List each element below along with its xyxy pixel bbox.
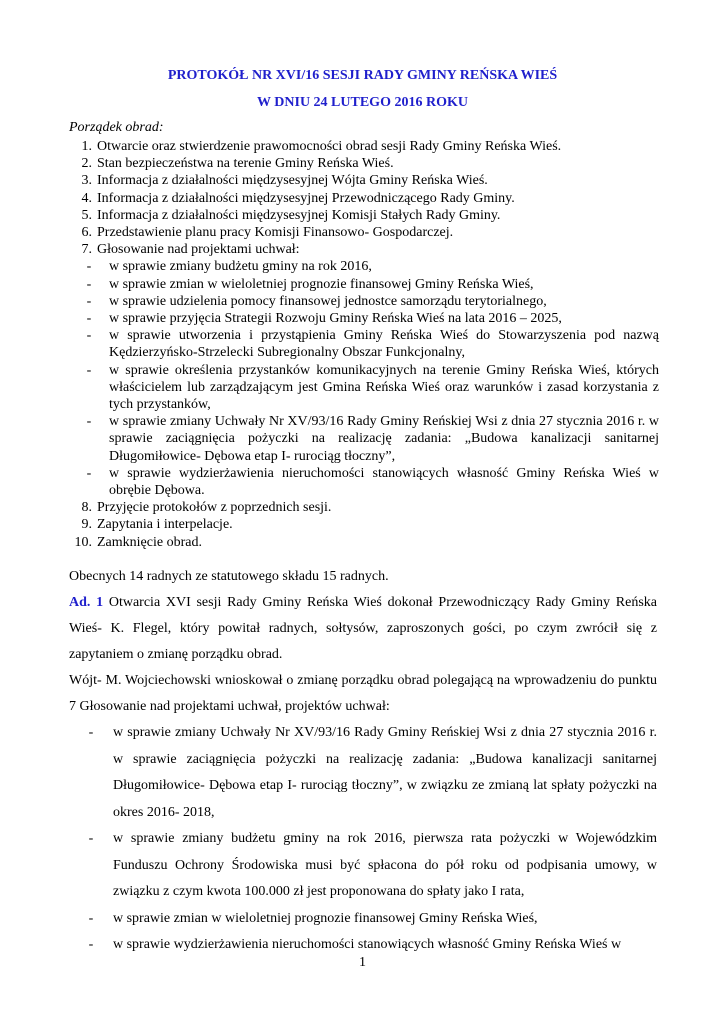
agenda-sub-item-text: w sprawie zmian w wieloletniej prognozie finansowej Gminy Reńska Wieś,	[109, 276, 534, 292]
agenda-item	[69, 241, 659, 258]
agenda-item-number: 7.	[81, 242, 92, 258]
agenda-sub-item	[69, 413, 659, 465]
agenda-item-number: 2.	[81, 156, 92, 172]
dash-bullet: -	[86, 414, 92, 430]
agenda-heading: Porządek obrad:	[69, 120, 164, 135]
proposal-list	[69, 720, 657, 959]
dash-bullet: -	[86, 259, 92, 275]
document-date: W DNIU 24 LUTEGO 2016 ROKU	[257, 95, 468, 110]
dash-bullet: -	[88, 725, 94, 740]
agenda-item-number: 8.	[81, 500, 92, 516]
page-number: 1	[359, 955, 366, 970]
agenda-sub-item-text: w sprawie udzielenia pomocy finansowej jednostce samorządu terytorialnego,	[109, 293, 547, 309]
agenda-sub-item	[69, 465, 659, 499]
agenda-item-number: 1.	[81, 139, 92, 154]
agenda-item-text: Stan bezpieczeństwa na terenie Gminy Reńska Wieś.	[97, 156, 394, 172]
agenda-sub-item-text: w sprawie określenia przystanków komunikacyjnych na terenie Gminy Reńska Wieś, których właścicielem lub zarządzającym jest Gmina Reńska Wieś oraz warunków i zasad korzystania z tych przystanków,	[109, 362, 659, 413]
ad1-text: Otwarcia XVI sesji Rady Gminy Reńska Wieś dokonał Przewodniczący Rady Gminy Reńska Wieś- K. Flegel, który powitał radnych, sołtysów, zaproszonych gości, po czym zwrócił się z zapytaniem o zmianę porządku obrad.	[69, 595, 657, 662]
agenda-item-number: 9.	[81, 517, 92, 533]
agenda-sub-item	[69, 362, 659, 414]
protocol-body	[69, 564, 657, 959]
dash-bullet: -	[88, 937, 94, 952]
agenda-list	[69, 138, 659, 551]
agenda-item-text: Przyjęcie protokołów z poprzednich sesji.	[97, 500, 332, 516]
attendance-paragraph: Obecnych 14 radnych ze statutowego składu 15 radnych.	[69, 569, 389, 584]
proposal-item	[69, 906, 657, 933]
dash-bullet: -	[88, 831, 94, 846]
proposal-item-text: w sprawie zmian w wieloletniej prognozie finansowej Gminy Reńska Wieś,	[113, 910, 538, 926]
agenda-item	[69, 172, 659, 189]
agenda-item-text: Otwarcie oraz stwierdzenie prawomocności obrad sesji Rady Gminy Reńska Wieś.	[97, 139, 562, 154]
wojt-paragraph: Wójt- M. Wojciechowski wnioskował o zmianę porządku obrad polegającą na wprowadzeniu do punktu 7 Głosowanie nad projektami uchwał, projektów uchwał:	[69, 673, 657, 714]
agenda-sub-item-text: w sprawie przyjęcia Strategii Rozwoju Gminy Reńska Wieś na lata 2016 – 2025,	[109, 311, 562, 327]
agenda-item	[69, 207, 659, 224]
agenda-item	[69, 138, 659, 155]
agenda-item-text: Informacja z działalności międzysesyjnej Przewodniczącego Rady Gminy.	[97, 190, 515, 206]
agenda-item-text: Informacja z działalności międzysesyjnej Wójta Gminy Reńska Wieś.	[97, 173, 488, 189]
agenda-sub-item	[69, 293, 659, 310]
dash-bullet: -	[86, 276, 92, 292]
agenda-item-number: 10.	[74, 534, 92, 550]
document-title: PROTOKÓŁ NR XVI/16 SESJI RADY GMINY REŃSKA WIEŚ	[167, 68, 558, 83]
proposal-item-text: w sprawie zmiany Uchwały Nr XV/93/16 Rady Gminy Reńskiej Wsi z dnia 27 stycznia 2016 r. w sprawie zaciągnięcia pożyczki na realizację zadania: „Budowa kanalizacji sanitarnej Długomiłowice- Dębowa etap I- rurociąg tłoczny”, w związku ze zmianą lat spłaty pożyczki na okres 2016- 2018,	[113, 725, 657, 820]
proposal-item	[69, 826, 657, 906]
dash-bullet: -	[86, 293, 92, 309]
agenda-sub-item-text: w sprawie zmiany budżetu gminy na rok 2016,	[109, 259, 372, 275]
agenda-item	[69, 224, 659, 241]
agenda-sub-item	[69, 327, 659, 361]
dash-bullet: -	[86, 311, 92, 327]
agenda-item	[69, 499, 659, 516]
agenda-sub-item-text: w sprawie utworzenia i przystąpienia Gminy Reńska Wieś do Stowarzyszenia pod nazwą Kędzierzyńsko-Strzelecki Subregionalny Obszar Funkcjonalny,	[109, 328, 659, 361]
agenda-item-text: Zapytania i interpelacje.	[97, 517, 233, 533]
agenda-sub-item	[69, 276, 659, 293]
dash-bullet: -	[86, 465, 92, 481]
agenda-item-text: Zamknięcie obrad.	[97, 534, 202, 550]
agenda-sub-item	[69, 310, 659, 327]
agenda-item-text: Głosowanie nad projektami uchwał:	[97, 242, 300, 258]
dash-bullet: -	[86, 362, 92, 378]
proposal-item	[69, 720, 657, 826]
ad1-label: Ad. 1	[69, 595, 104, 610]
agenda-item-number: 6.	[81, 225, 92, 241]
agenda-item	[69, 155, 659, 172]
agenda-item-number: 5.	[81, 207, 92, 223]
agenda-sub-item	[69, 258, 659, 275]
dash-bullet: -	[86, 328, 92, 344]
agenda-item	[69, 516, 659, 533]
agenda-item-text: Przedstawienie planu pracy Komisji Finansowo- Gospodarczej.	[97, 225, 454, 241]
agenda-item	[69, 534, 659, 551]
agenda-sub-item-text: w sprawie wydzierżawienia nieruchomości stanowiących własność Gminy Reńska Wieś w obrębie Dębowa.	[109, 465, 659, 499]
proposal-item-text: w sprawie wydzierżawienia nieruchomości stanowiących własność Gminy Reńska Wieś w	[113, 937, 622, 952]
agenda-item-number: 4.	[81, 190, 92, 206]
agenda-item-text: Informacja z działalności międzysesyjnej Komisji Stałych Rady Gminy.	[97, 207, 501, 223]
proposal-item-text: w sprawie zmiany budżetu gminy na rok 2016, pierwsza rata pożyczki w Wojewódzkim Funduszu Ochrony Środowiska musi być spłacona do pół roku od podpisania umowy, w związku z czym kwota 100.000 zł jest proponowana do spłaty jako I rata,	[113, 831, 657, 899]
ad1-paragraph	[69, 590, 657, 668]
agenda-item-number: 3.	[81, 173, 92, 189]
agenda-sub-item-text: w sprawie zmiany Uchwały Nr XV/93/16 Rady Gminy Reńskiej Wsi z dnia 27 stycznia 2016 r. w sprawie zaciągnięcia pożyczki na realizację zadania: „Budowa kanalizacji sanitarnej Długomiłowice- Dębowa etap I- rurociąg tłoczny”,	[109, 414, 659, 464]
agenda-item	[69, 190, 659, 207]
dash-bullet: -	[88, 910, 94, 926]
